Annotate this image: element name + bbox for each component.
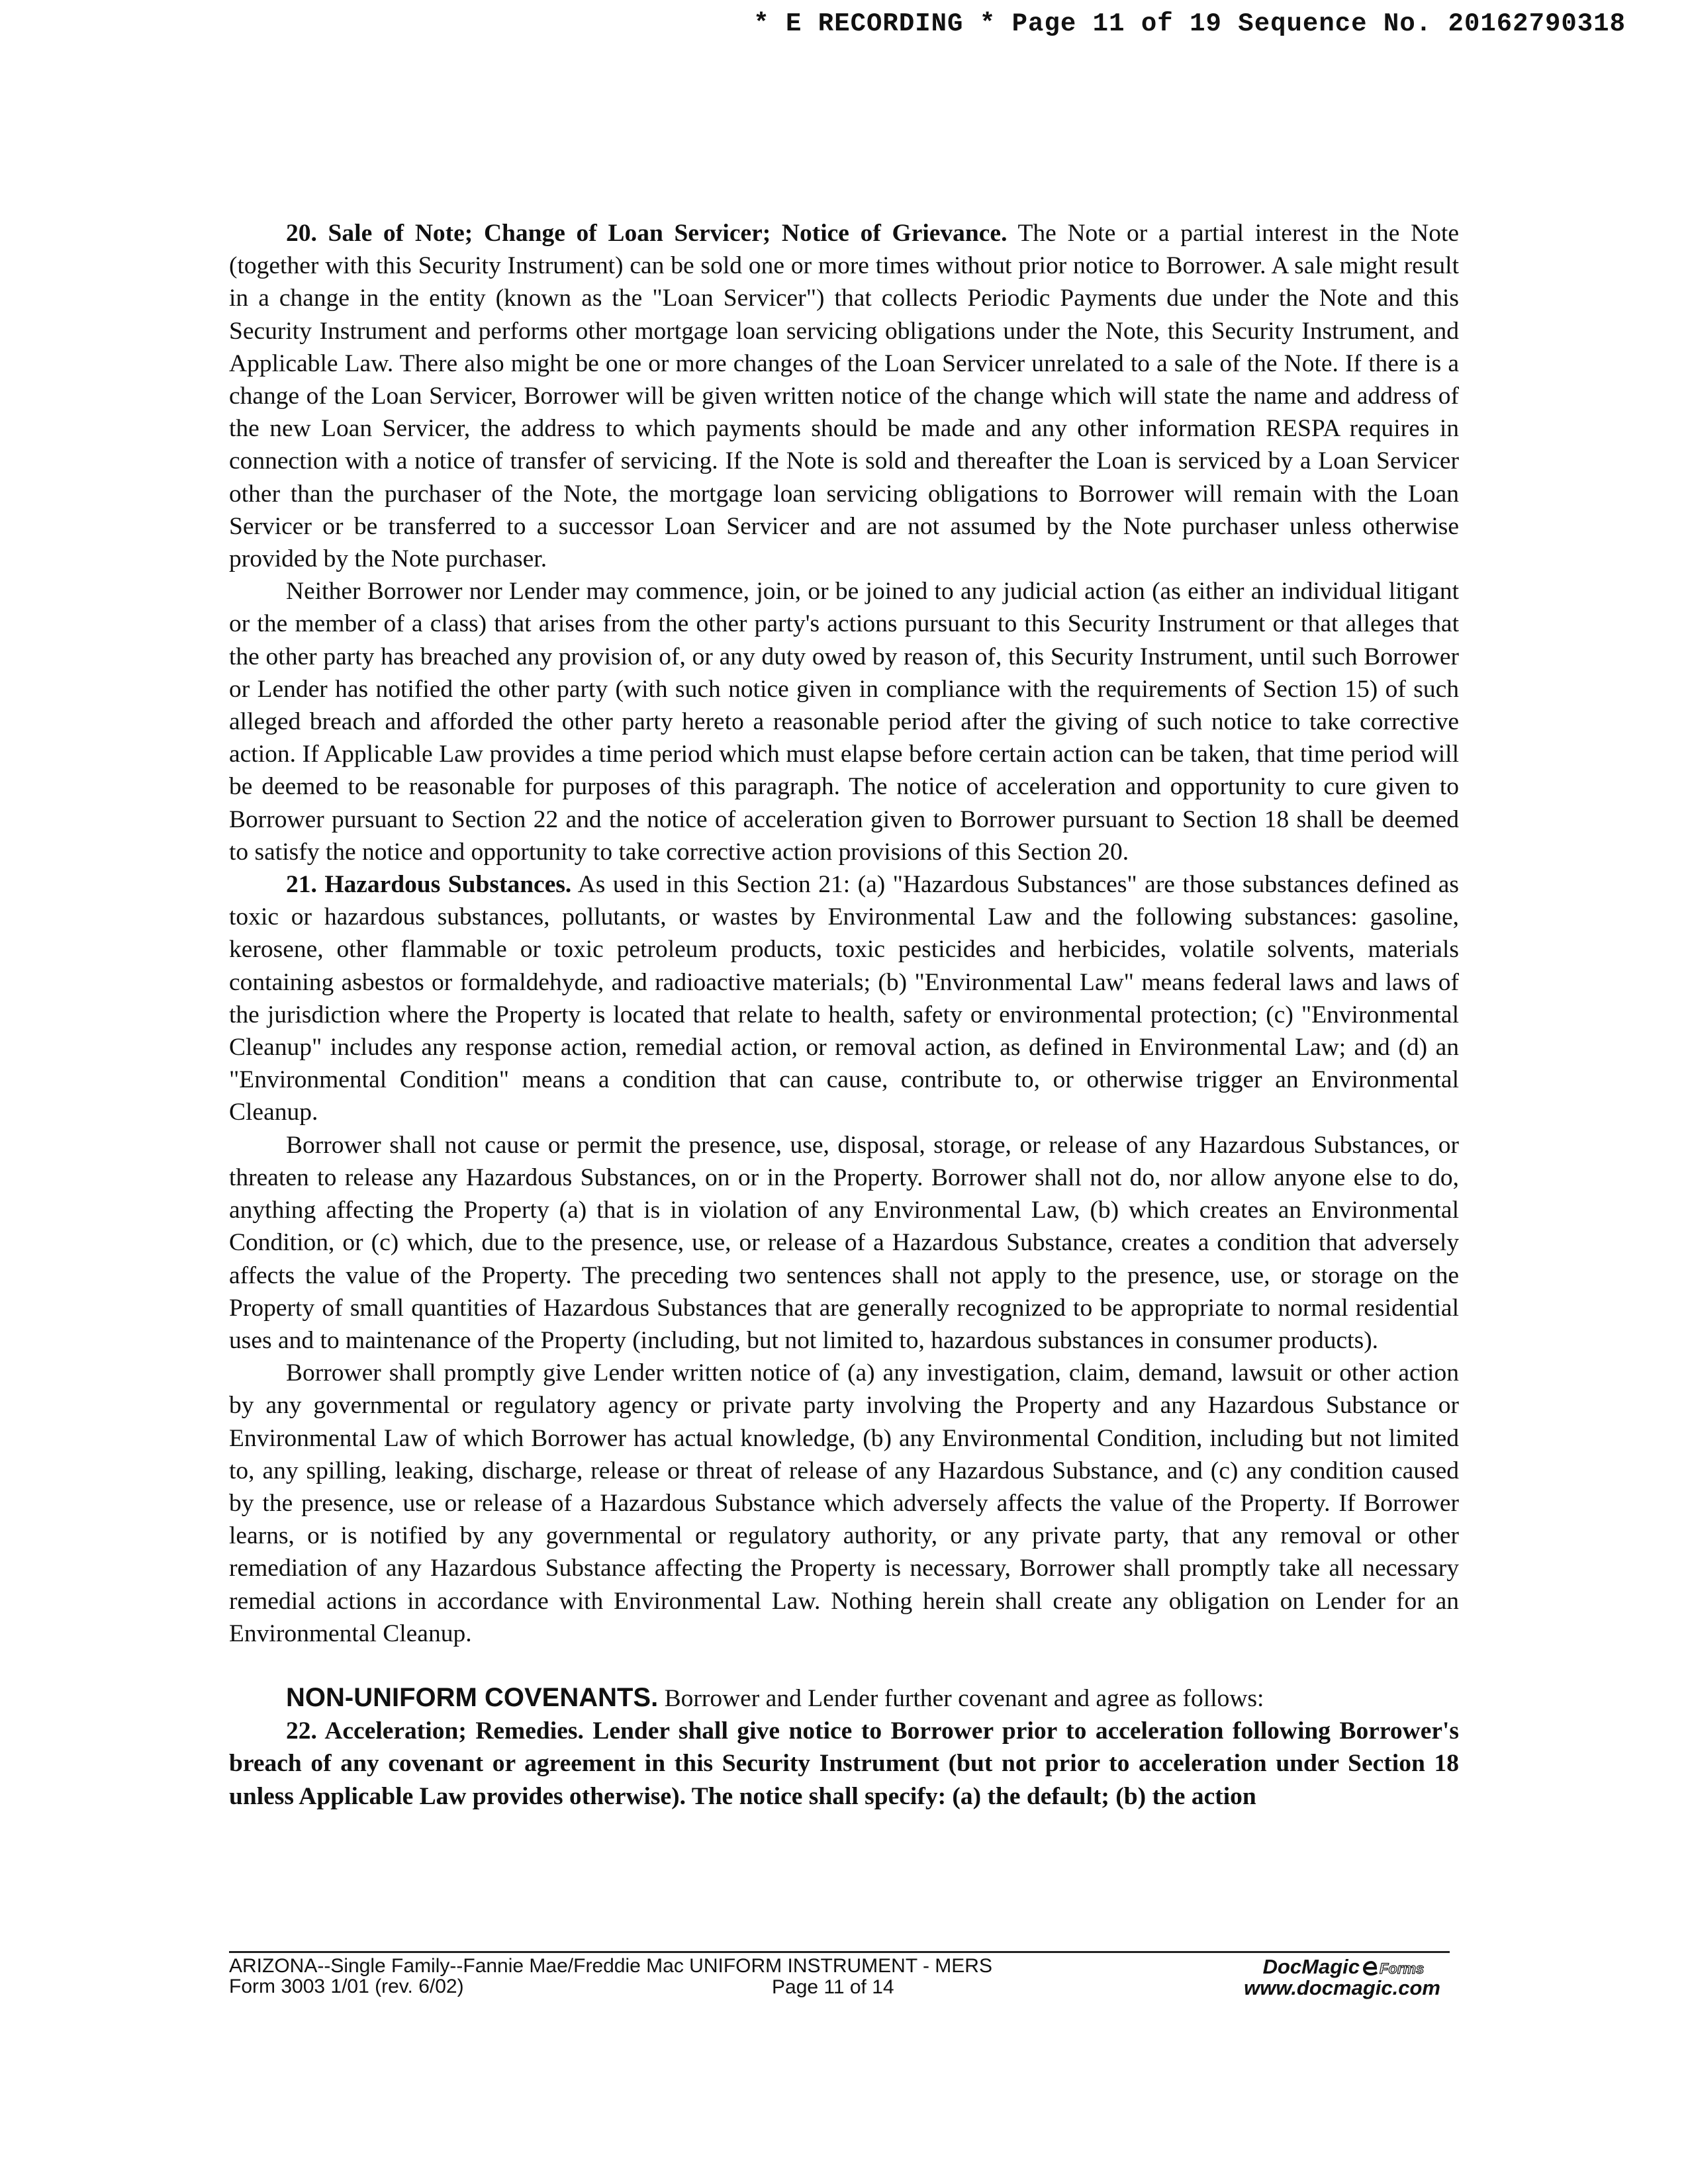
section-21-paragraph-3: Borrower shall promptly give Lender written notice of (a) any investigation, claim, demand, lawsuit or other action by any governmental or regulatory agency or private party involving the Property and any Hazardous Substance or Environmental Law of which Borrower has actual knowledge, (b) any Environmental Condition, including but not limited to, any spilling, leaking, discharge, release or threat of release of any Hazardous Substance, and (c) any condition caused by the presence, use or release of a Hazardous Substance which adversely affects the value of the Property. If Borrower learns, or is notified by any governmental or regulatory authority, or any private party, that any removal or other remediation of any Hazardous Substance affecting the Property is necessary, Borrower shall promptly take all necessary remedial actions in accordance with Environmental Law. Nothing herein shall create any obligation on Lender for an Environmental Cleanup. bbox=[229, 1359, 1459, 1647]
section-21-text: As used in this Section 21: (a) "Hazardous Substances" are those substances defined as toxic or hazardous substances, pollutants, or wastes by Environmental Law and the following substances: gasoline, kerosene, other flammable or toxic petroleum products, toxic pesticides and herbicides, volatile solvents, materials containing asbestos or formaldehyde, and radioactive materials; (b) "Environmental Law" means federal laws and laws of the jurisdiction where the Property is located that relate to health, safety or environmental protection; (c) "Environmental Cleanup" includes any response action, remedial action, or removal action, as defined in Environmental Law; and (d) an "Environmental Condition" means a condition that can cause, contribute to, or otherwise trigger an Environmental Cleanup. bbox=[229, 871, 1459, 1126]
recording-header: * E RECORDING * Page 11 of 19 Sequence No. 20162790318 bbox=[753, 9, 1626, 38]
svg-text:Forms: Forms bbox=[1380, 1960, 1425, 1977]
docmagic-brand bbox=[1244, 1956, 1440, 1998]
non-uniform-covenants-heading: NON-UNIFORM COVENANTS. bbox=[286, 1682, 659, 1712]
page-footer bbox=[229, 1951, 1450, 1999]
section-22-paragraph bbox=[229, 1715, 1459, 1813]
non-uniform-covenants-paragraph bbox=[229, 1682, 1459, 1715]
section-21-heading: 21. Hazardous Substances. bbox=[286, 871, 572, 899]
section-20-paragraph-2: Neither Borrower nor Lender may commence, join, or be joined to any judicial action (as either an individual litigant or the member of a class) that arises from the other party's actions pursuant to this Security Instrument or that alleges that the other party has breached any provision of, or any duty owed by reason of, this Security Instrument, until such Borrower or Lender has notified the other party (with such notice given in compliance with the requirements of Section 15) of such alleged breach and afforded the other party hereto a reasonable period after the giving of such notice to take corrective action. If Applicable Law provides a time period which must elapse before certain action can be taken, that time period will be deemed to be reasonable for purposes of this paragraph. The notice of acceleration and opportunity to cure given to Borrower pursuant to Section 22 and the notice of acceleration given to Borrower pursuant to Section 18 shall be deemed to satisfy the notice and opportunity to take corrective action provisions of this Section 20. bbox=[229, 578, 1459, 866]
section-20-text: The Note or a partial interest in the Note (together with this Security Instrument) can be sold one or more times without prior notice to Borrower. A sale might result in a change in the entity (known as the "Loan Servicer") that collects Periodic Payments due under the Note and this Security Instrument and performs other mortgage loan servicing obligations under the Note, this Security Instrument, and Applicable Law. There also might be one or more changes of the Loan Servicer unrelated to a sale of the Note. If there is a change of the Loan Servicer, Borrower will be given written notice of the change which will state the name and address of the new Loan Servicer, the address to which payments should be made and any other information RESPA requires in connection with a notice of transfer of servicing. If the Note is sold and thereafter the Loan is serviced by a Loan Servicer other than the purchaser of the Note, the mortgage loan servicing obligations to Borrower will remain with the Loan Servicer or be transferred to a successor Loan Servicer and are not assumed by the Note purchaser unless otherwise provided by the Note purchaser. bbox=[229, 220, 1460, 573]
section-20-heading: 20. Sale of Note; Change of Loan Servicer; Notice of Grievance. bbox=[286, 220, 1008, 247]
form-title: ARIZONA--Single Family--Fannie Mae/Freddie Mac UNIFORM INSTRUMENT - MERS bbox=[229, 1955, 992, 1977]
brand-line bbox=[1263, 1956, 1440, 1978]
website-url: www.docmagic.com bbox=[1244, 1976, 1440, 1999]
section-22-heading: 22. Acceleration; Remedies. bbox=[286, 1717, 584, 1745]
page-number: Page 11 of 14 bbox=[772, 1976, 894, 1998]
non-uniform-covenants-text: Borrower and Lender further covenant and agree as follows: bbox=[664, 1684, 1264, 1712]
section-22-text: Lender shall give notice to Borrower prior to acceleration following Borrower's breach of any covenant or agreement in this Security Instrument (but not prior to acceleration under Section 18 unless Applicable Law provides otherwise). The notice shall specify: (a) the default; (b) the action bbox=[229, 1717, 1459, 1810]
form-number: Form 3003 1/01 (rev. 6/02) bbox=[229, 1976, 464, 1997]
brand-name: DocMagic bbox=[1262, 1954, 1360, 1978]
document-body bbox=[229, 217, 1459, 1813]
section-21-paragraph-2: Borrower shall not cause or permit the presence, use, disposal, storage, or release of any Hazardous Substances, or threaten to release any Hazardous Substances, on or in the Property. Borrower shall not do, nor allow anyone else to do, anything affecting the Property (a) that is in violation of any Environmental Law, (b) which creates an Environmental Condition, or (c) which, due to the presence, use, or release of a Hazardous Substance, creates a condition that adversely affects the value of the Property. The preceding two sentences shall not apply to the presence, use, or storage on the Property of small quantities of Hazardous Substances that are generally recognized to be appropriate to normal residential uses and to maintenance of the Property (including, but not limited to, hazardous substances in consumer products). bbox=[229, 1131, 1459, 1354]
section-21-paragraph-1 bbox=[229, 868, 1459, 1129]
eforms-logo-icon bbox=[1362, 1956, 1440, 1978]
section-20-paragraph-1 bbox=[229, 217, 1459, 575]
